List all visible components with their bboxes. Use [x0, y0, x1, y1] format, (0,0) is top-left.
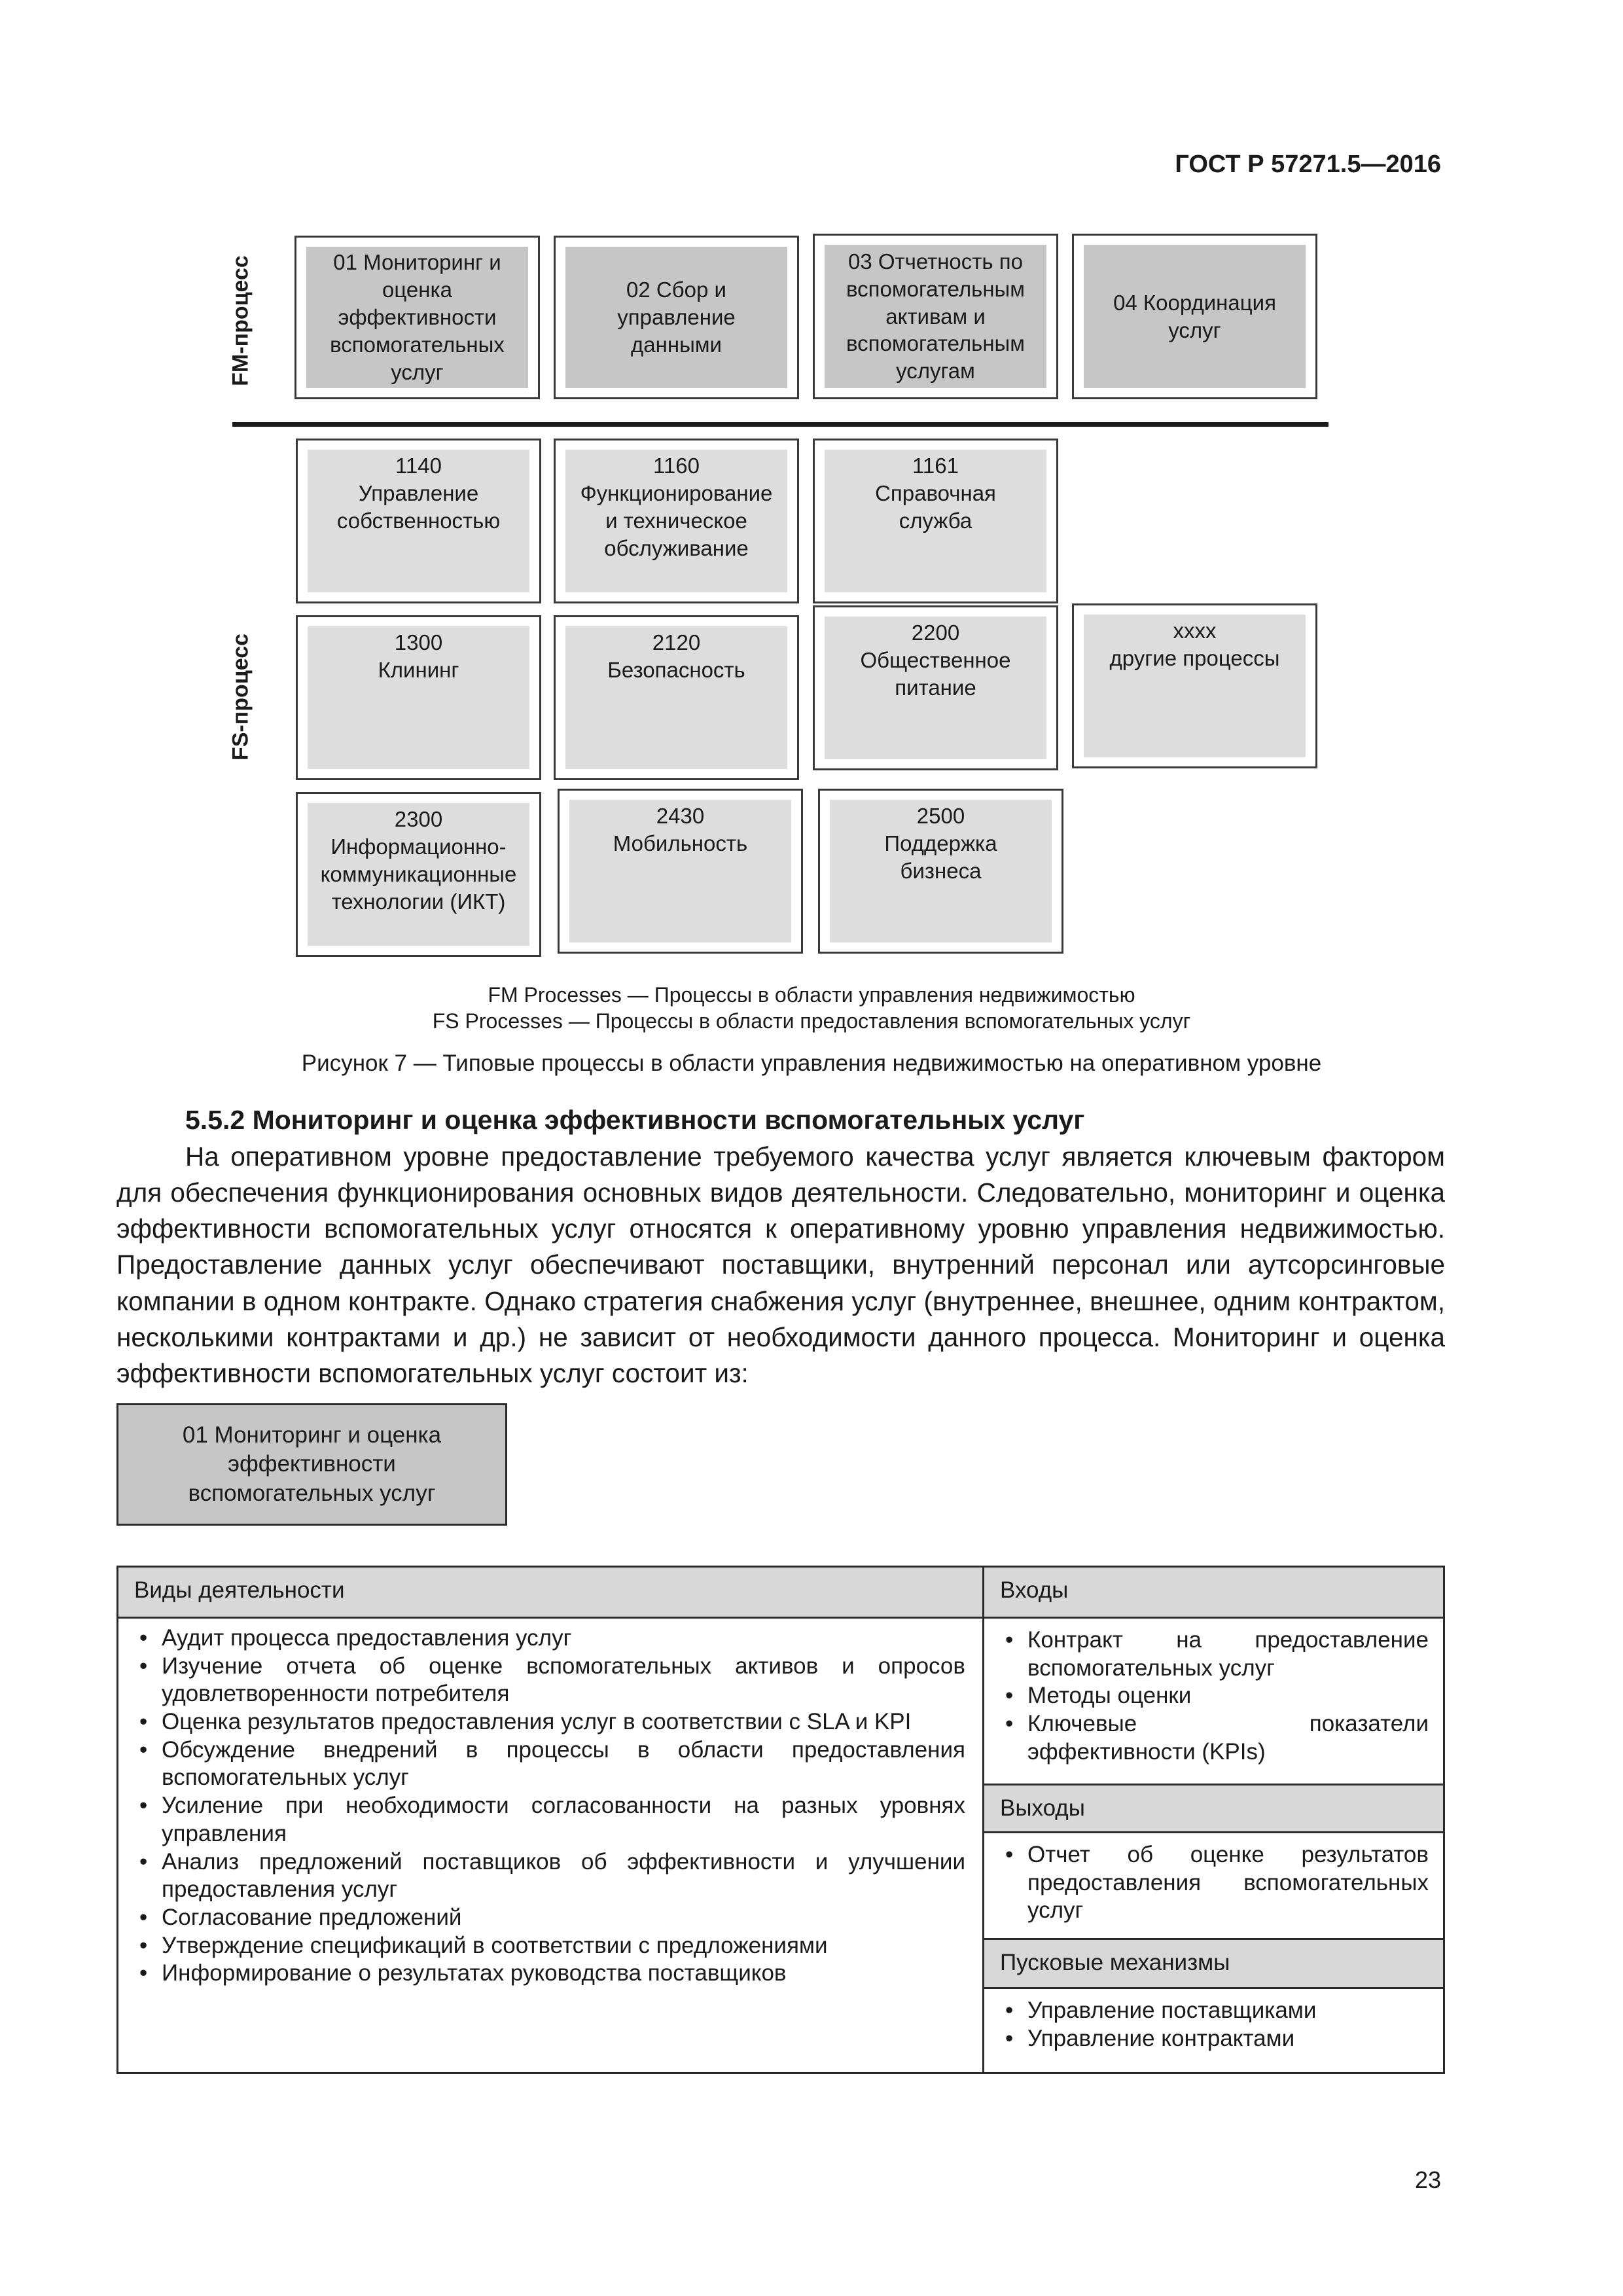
fs-process-box-1140 — [296, 439, 541, 603]
activity-item: • Аудит процесса предоставления услуг — [118, 1624, 965, 1653]
activity-item: • Обсуждение внедрений в процессы в области предоставления вспомогательных услуг — [118, 1736, 965, 1792]
activity-item: • Информирование о результатах руководства поставщиков — [118, 1960, 965, 1988]
activities-header: Виды деятельности — [118, 1568, 982, 1617]
fs-process-box-label: xxxx другие процессы — [1084, 615, 1306, 757]
fs-process-box-2200 — [813, 605, 1058, 770]
fs-process-box-label: 2430 Мобильность — [569, 800, 791, 942]
triggers-list — [984, 1997, 1429, 2053]
activity-item: • Согласование предложений — [118, 1904, 965, 1932]
figure-legend-fs: FS Processes — Процессы в области предоставления вспомогательных услуг — [432, 1009, 1191, 1033]
triggers-header: Пусковые механизмы — [984, 1940, 1443, 1987]
activities-cell — [118, 1617, 982, 1988]
figure-legend-fm: FM Processes — Процессы в области управления недвижимостью — [488, 983, 1135, 1007]
table-column-divider — [982, 1568, 984, 2072]
fs-process-axis-label: FS-процесс — [228, 633, 253, 761]
document-code: ГОСТ Р 57271.5—2016 — [1175, 151, 1441, 178]
activities-list — [118, 1624, 965, 1988]
fm-fs-separator-line — [232, 422, 1329, 427]
input-item: • Контракт на предоставление вспомогательных услуг — [984, 1626, 1429, 1682]
fs-process-box-1300 — [296, 615, 541, 780]
table-rule-outputs-header — [982, 1831, 1443, 1833]
fs-process-box-label: 2200 Общественное питание — [825, 617, 1046, 759]
fm-process-box-label: 03 Отчетность по вспомогательным активам и вспомогательным услугам — [825, 245, 1046, 388]
fs-process-box-label: 1140 Управление собственностью — [308, 450, 529, 592]
activity-item: • Анализ предложений поставщиков об эффективности и улучшении предоставления услуг — [118, 1848, 965, 1904]
inputs-header: Входы — [984, 1568, 1443, 1617]
fs-process-box-label: 2300 Информационно- коммуникационные технологии (ИКТ) — [308, 803, 529, 946]
fm-process-axis-label: FM-процесс — [228, 255, 253, 386]
activity-item: • Утверждение спецификаций в соответствии с предложениями — [118, 1932, 965, 1960]
fs-process-box-1161 — [813, 439, 1058, 603]
fm-process-box-02 — [554, 236, 799, 399]
fs-process-box-2300 — [296, 792, 541, 957]
fs-process-box-label: 2120 Безопасность — [565, 626, 787, 769]
outputs-list — [984, 1841, 1429, 1925]
page-number: 23 — [1414, 2166, 1441, 2193]
trigger-item: • Управление поставщиками — [984, 1997, 1429, 2025]
outputs-header: Выходы — [984, 1785, 1443, 1831]
section-heading: 5.5.2 Мониторинг и оценка эффективности вспомогательных услуг — [185, 1105, 1085, 1135]
fm-process-box-01 — [294, 236, 540, 399]
activity-item: • Усиление при необходимости согласованности на разных уровнях управления — [118, 1792, 965, 1848]
body-paragraph: На оперативном уровне предоставление требуемого качества услуг является ключевым фактором для обеспечения функционирования основных видов деятельности. Следовательно, мониторинг и оценка эффективности вспомогательных услуг относятся к оперативному уровню управления недвижимостью. Предоставление данных услуг обеспечивают поставщики, внутренний персонал или аутсорсинговые компании в одном контракте. Однако стратегия снабжения услуг (внутреннее, внешнее, одним контрактом, несколькими контрактами и др.) не зависит от необходимости данного процесса. Мониторинг и оценка эффективности вспомогательных услуг состоит из: — [116, 1141, 1445, 1388]
inputs-cell — [984, 1619, 1443, 1766]
activity-item: • Оценка результатов предоставления услуг в соответствии с SLA и KPI — [118, 1708, 965, 1736]
fs-process-box-2120 — [554, 615, 799, 780]
fm-process-box-03 — [813, 234, 1058, 399]
fm-process-box-04 — [1072, 234, 1317, 399]
fs-process-box-label: 2500 Поддержка бизнеса — [830, 800, 1052, 942]
fm-process-box-label: 04 Координация услуг — [1084, 245, 1306, 388]
table-rule-triggers-top — [982, 1938, 1443, 1940]
activity-item: • Изучение отчета об оценке вспомогательных активов и опросов удовлетворенности потребителя — [118, 1653, 965, 1708]
process-table — [116, 1566, 1445, 2074]
fs-process-box-1160 — [554, 439, 799, 603]
table-header-rule — [118, 1617, 1443, 1619]
process-title-box: 01 Мониторинг и оценка эффективности вспомогательных услуг — [116, 1403, 507, 1526]
inputs-list — [984, 1626, 1429, 1766]
fm-process-box-label: 01 Мониторинг и оценка эффективности вспомогательных услуг — [306, 247, 528, 388]
figure-caption: Рисунок 7 — Типовые процессы в области управления недвижимостью на оперативном уровне — [301, 1050, 1322, 1076]
triggers-cell — [984, 1989, 1443, 2053]
fs-process-box-other — [1072, 603, 1317, 768]
fs-process-box-label: 1161 Справочная служба — [825, 450, 1046, 592]
table-rule-outputs-top — [982, 1784, 1443, 1785]
input-item: • Методы оценки — [984, 1682, 1429, 1710]
trigger-item: • Управление контрактами — [984, 2025, 1429, 2053]
fm-process-box-label: 02 Сбор и управление данными — [565, 247, 787, 388]
table-rule-triggers-header — [982, 1987, 1443, 1989]
input-item: • Ключевые показатели эффективности (KPIs) — [984, 1710, 1429, 1766]
output-item: • Отчет об оценке результатов предоставления вспомогательных услуг — [984, 1841, 1429, 1925]
fs-process-box-label: 1300 Клининг — [308, 626, 529, 769]
outputs-cell — [984, 1833, 1443, 1925]
fs-process-box-label: 1160 Функционирование и техническое обслуживание — [565, 450, 787, 592]
fs-process-box-2500 — [818, 789, 1063, 954]
fs-process-box-2430 — [558, 789, 803, 954]
